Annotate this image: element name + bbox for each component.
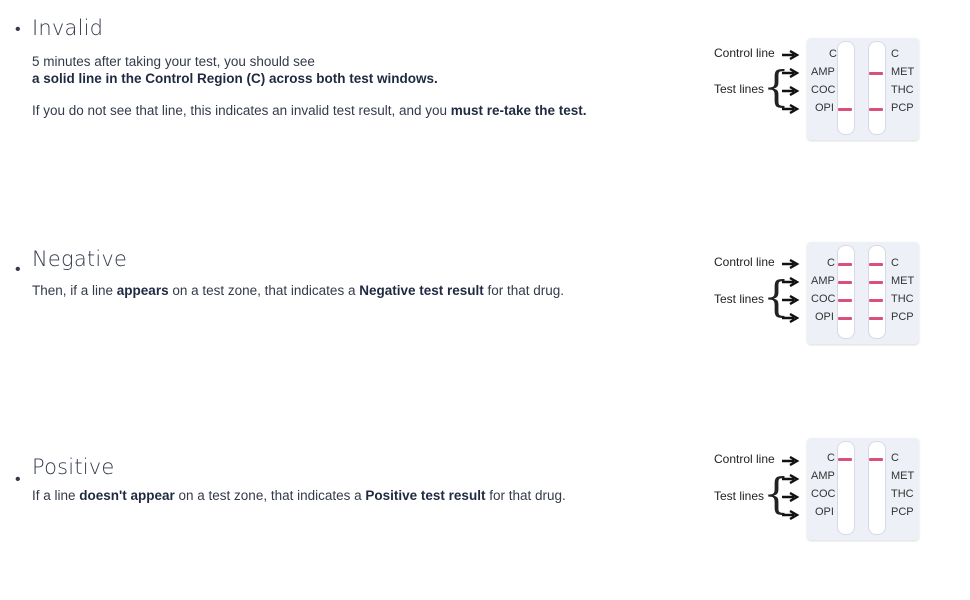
invalid-para-1-text: 5 minutes after taking your test, you should see [32,54,315,69]
code-label: COC [811,293,836,305]
test-diagram-positive [700,438,930,548]
code-label: C [829,48,837,60]
result-line [869,281,883,284]
code-label: C [891,48,899,60]
arrow-right-icon [782,456,800,466]
test-diagram-invalid [700,38,930,148]
code-label: THC [891,84,914,96]
code-label: THC [891,293,914,305]
test-strip-left [837,441,855,535]
brace-icon: { [763,469,790,518]
code-label: C [891,257,899,269]
result-line [869,458,883,461]
negative-text: Then, if a line [32,283,117,298]
code-label: COC [811,84,836,96]
brace-icon: { [763,62,790,111]
positive-text: If a line [32,488,80,503]
control-line-label: Control line [714,452,775,466]
bullet: • [15,471,21,488]
arrow-right-icon [782,86,800,96]
test-diagram-negative [700,242,930,352]
result-line [869,108,883,111]
test-strip-right [868,441,886,535]
result-line [869,299,883,302]
arrow-right-icon [782,68,800,78]
test-lines-label: Test lines [714,292,765,306]
section-title: Negative [32,247,128,271]
code-label: OPI [815,311,834,323]
arrow-right-icon [782,50,800,60]
code-label: THC [891,488,914,500]
test-card [807,242,919,344]
positive-bold-2: Positive test result [365,488,486,503]
section-title: Invalid [32,16,104,40]
result-line [869,72,883,75]
invalid-section [0,0,970,190]
positive-text: on a test zone, that indicates a [174,488,366,503]
code-label: AMP [811,470,835,482]
invalid-para-2-bold: must re-take the test. [450,103,587,118]
arrow-right-icon [782,474,800,484]
positive-text: for that drug. [485,488,566,503]
test-card [807,38,919,140]
code-label: AMP [811,275,835,287]
test-strip-right [868,41,886,135]
test-strip-right [868,245,886,339]
code-label: PCP [891,506,914,518]
arrow-right-icon [782,510,800,520]
code-label: C [827,257,835,269]
positive-bold-1: doesn't appear [79,488,175,503]
result-line [838,317,852,320]
invalid-para-2 [32,103,587,118]
negative-text: on a test zone, that indicates a [168,283,360,298]
negative-bold-2: Negative test result [359,283,484,298]
test-lines-label: Test lines [714,489,765,503]
bullet: • [15,261,21,278]
arrow-right-icon [782,492,800,502]
result-line [869,317,883,320]
brace-icon: { [763,272,790,321]
section-title: Positive [32,455,115,479]
test-lines-label: Test lines [714,82,765,96]
negative-bold-1: appears [116,283,169,298]
test-strip-left [837,41,855,135]
arrow-right-icon [782,277,800,287]
code-label: C [891,452,899,464]
test-card [807,438,919,540]
positive-para [32,488,566,503]
arrow-right-icon [782,104,800,114]
code-label: COC [811,488,836,500]
negative-section [0,230,970,380]
invalid-para-2-text: If you do not see that line, this indicates an invalid test result, and you [32,103,451,118]
arrow-right-icon [782,259,800,269]
negative-para [32,283,564,298]
positive-section [0,430,970,580]
code-label: MET [891,275,915,287]
code-label: C [827,452,835,464]
code-label: PCP [891,102,914,114]
bullet: • [15,21,21,38]
code-label: MET [891,66,915,78]
code-label: PCP [891,311,914,323]
control-line-label: Control line [714,46,775,60]
negative-text: for that drug. [483,283,565,298]
invalid-para-1-bold: a solid line in the Control Region (C) across both test windows. [32,71,438,86]
result-line [838,281,852,284]
result-line [838,263,852,266]
result-line [838,108,852,111]
arrow-right-icon [782,313,800,323]
code-label: OPI [815,506,834,518]
code-label: AMP [811,66,835,78]
result-line [838,299,852,302]
test-strip-left [837,245,855,339]
result-line [838,458,852,461]
code-label: MET [891,470,915,482]
result-line [869,263,883,266]
invalid-para-1 [32,53,438,87]
arrow-right-icon [782,295,800,305]
code-label: OPI [815,102,834,114]
control-line-label: Control line [714,255,775,269]
